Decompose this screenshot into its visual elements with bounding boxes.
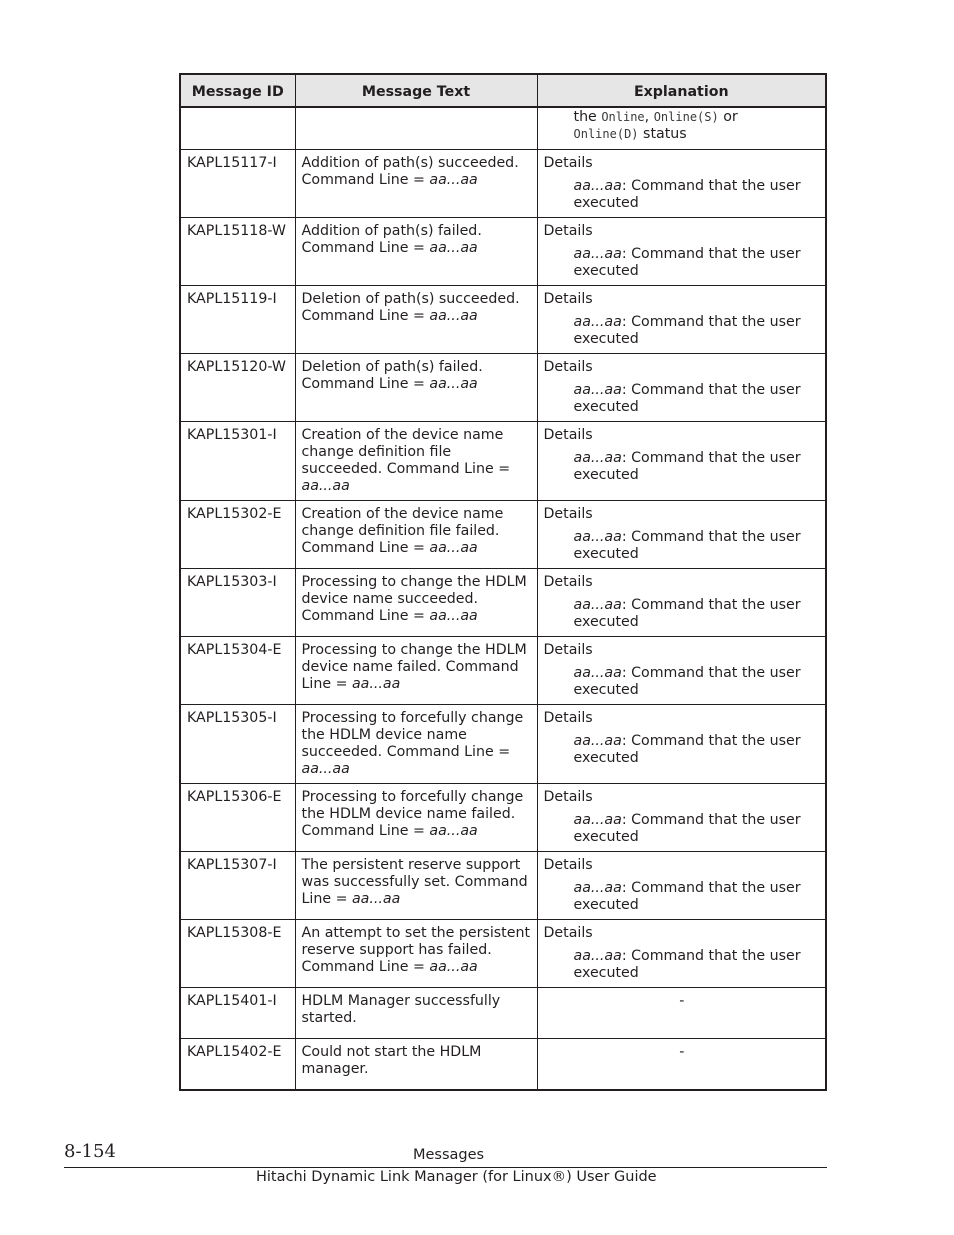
details-body: [544, 178, 821, 212]
details-label: Details: [543, 642, 593, 658]
details-label: Details: [543, 359, 593, 375]
message-text: Processing to forcefully change the HDLM device name failed. Command Line =: [301, 789, 524, 839]
table-header-row: [180, 74, 826, 107]
message-row: [180, 920, 826, 988]
details-variable: aa...aa: [573, 382, 622, 398]
message-row: [180, 705, 826, 784]
explanation-cell: [537, 286, 826, 354]
details-body: [544, 382, 821, 416]
status-code-online-d: Online(D): [573, 127, 639, 141]
message-text: Deletion of path(s) succeeded. Command Line =: [301, 291, 520, 324]
details-variable: aa...aa: [573, 880, 622, 896]
continuation-id-cell: [180, 107, 295, 150]
message-row: [180, 150, 826, 218]
details-description: : Command that the user executed: [573, 529, 801, 562]
message-row: [180, 852, 826, 920]
header-message-id: Message ID: [180, 74, 295, 107]
explanation-cell: [537, 569, 826, 637]
message-id-cell: KAPL15305-I: [180, 705, 295, 784]
details-description: : Command that the user executed: [573, 880, 801, 913]
word-or: or: [723, 109, 738, 125]
message-id-cell: KAPL15118-W: [180, 218, 295, 286]
details-description: : Command that the user executed: [573, 733, 801, 766]
message-text: Addition of path(s) succeeded. Command Line =: [301, 155, 519, 188]
details-label: Details: [543, 574, 593, 590]
message-text: Creation of the device name change definition file failed. Command Line =: [301, 506, 504, 556]
message-text-cell: [295, 705, 537, 784]
word-the: the: [573, 109, 597, 125]
status-code-online: Online: [601, 110, 645, 124]
message-text-cell: [295, 422, 537, 501]
details-label: Details: [543, 506, 593, 522]
header-explanation: Explanation: [537, 74, 826, 107]
page-number: 8-154: [64, 1141, 116, 1162]
details-description: : Command that the user executed: [573, 178, 801, 211]
header-message-text: Message Text: [295, 74, 537, 107]
explanation-cell: [537, 705, 826, 784]
status-code-online-s: Online(S): [653, 110, 719, 124]
details-label: Details: [543, 710, 593, 726]
details-label: Details: [543, 223, 593, 239]
continuation-text-cell: [295, 107, 537, 150]
chapter-title: Messages: [413, 1147, 485, 1163]
details-variable: aa...aa: [573, 314, 622, 330]
message-text: Processing to change the HDLM device name succeeded. Command Line =: [301, 574, 527, 624]
message-text-cell: [295, 784, 537, 852]
details-variable: aa...aa: [573, 178, 622, 194]
message-row: [180, 422, 826, 501]
explanation-cell: [537, 501, 826, 569]
message-variable: aa...aa: [429, 959, 478, 975]
details-body: [544, 812, 821, 846]
message-text: The persistent reserve support was successfully set. Command Line =: [301, 857, 528, 907]
explanation-cell: [537, 920, 826, 988]
details-body: [544, 246, 821, 280]
message-id-cell: KAPL15402-E: [180, 1039, 295, 1091]
details-description: : Command that the user executed: [573, 665, 801, 698]
message-row: [180, 354, 826, 422]
details-body: [544, 314, 821, 348]
details-description: : Command that the user executed: [573, 246, 801, 279]
book-title: Hitachi Dynamic Link Manager (for Linux®) User Guide: [256, 1169, 657, 1185]
message-id-cell: KAPL15117-I: [180, 150, 295, 218]
details-variable: aa...aa: [573, 733, 622, 749]
details-variable: aa...aa: [573, 246, 622, 262]
details-label: Details: [543, 789, 593, 805]
message-id-cell: KAPL15401-I: [180, 988, 295, 1039]
details-variable: aa...aa: [573, 597, 622, 613]
message-id-cell: KAPL15302-E: [180, 501, 295, 569]
word-status: status: [643, 126, 687, 142]
message-text-cell: HDLM Manager successfully started.: [295, 988, 537, 1039]
explanation-cell: [537, 150, 826, 218]
details-description: : Command that the user executed: [573, 382, 801, 415]
details-description: : Command that the user executed: [573, 597, 801, 630]
message-text-cell: [295, 569, 537, 637]
message-id-cell: KAPL15119-I: [180, 286, 295, 354]
message-text: Processing to forcefully change the HDLM device name succeeded. Command Line =: [301, 710, 524, 760]
message-text-cell: [295, 852, 537, 920]
message-row: [180, 501, 826, 569]
message-id-cell: KAPL15308-E: [180, 920, 295, 988]
details-body: [544, 733, 821, 767]
continuation-row: [180, 107, 826, 150]
explanation-cell: [537, 852, 826, 920]
details-label: Details: [543, 925, 593, 941]
message-row: [180, 784, 826, 852]
message-row: [180, 1039, 826, 1091]
explanation-cell: [537, 354, 826, 422]
details-body: [544, 450, 821, 484]
explanation-cell: [537, 422, 826, 501]
details-body: [544, 665, 821, 699]
details-description: : Command that the user executed: [573, 314, 801, 347]
message-id-cell: KAPL15307-I: [180, 852, 295, 920]
explanation-cell: -: [537, 988, 826, 1039]
message-row: [180, 218, 826, 286]
message-row: [180, 569, 826, 637]
footer-rule: [64, 1167, 827, 1168]
messages-table: [179, 73, 827, 1091]
message-row: [180, 637, 826, 705]
details-description: : Command that the user executed: [573, 450, 801, 483]
message-text-cell: [295, 218, 537, 286]
message-id-cell: KAPL15304-E: [180, 637, 295, 705]
details-label: Details: [543, 427, 593, 443]
details-label: Details: [543, 291, 593, 307]
message-id-cell: KAPL15120-W: [180, 354, 295, 422]
details-variable: aa...aa: [573, 948, 622, 964]
message-text: An attempt to set the persistent reserve support has failed. Command Line =: [301, 925, 531, 975]
message-text-cell: [295, 354, 537, 422]
message-variable: aa...aa: [429, 540, 478, 556]
message-id-cell: KAPL15301-I: [180, 422, 295, 501]
message-text: Deletion of path(s) failed. Command Line =: [301, 359, 483, 392]
message-text-cell: [295, 150, 537, 218]
message-text-cell: Could not start the HDLM manager.: [295, 1039, 537, 1091]
message-id-cell: KAPL15303-I: [180, 569, 295, 637]
explanation-cell: [537, 218, 826, 286]
message-variable: aa...aa: [351, 676, 401, 692]
message-variable: aa...aa: [351, 891, 401, 907]
explanation-cell: [537, 637, 826, 705]
message-row: [180, 286, 826, 354]
message-variable: aa...aa: [429, 608, 478, 624]
explanation-cell: -: [537, 1039, 826, 1091]
details-variable: aa...aa: [573, 665, 622, 681]
message-text-cell: [295, 920, 537, 988]
message-text: Processing to change the HDLM device name failed. Command Line =: [301, 642, 527, 692]
details-variable: aa...aa: [573, 529, 622, 545]
details-label: Details: [543, 155, 593, 171]
message-variable: aa...aa: [429, 376, 478, 392]
details-description: : Command that the user executed: [573, 812, 801, 845]
message-text: Addition of path(s) failed. Command Line =: [301, 223, 482, 256]
message-variable: aa...aa: [429, 308, 478, 324]
message-text-cell: [295, 637, 537, 705]
message-variable: aa...aa: [429, 240, 478, 256]
message-variable: aa...aa: [301, 761, 350, 777]
message-variable: aa...aa: [429, 823, 478, 839]
continuation-explanation-cell: [537, 107, 826, 150]
comma: ,: [644, 109, 650, 125]
details-body: [544, 529, 821, 563]
details-variable: aa...aa: [573, 450, 622, 466]
details-body: [544, 948, 821, 982]
message-variable: aa...aa: [429, 172, 478, 188]
details-body: [544, 597, 821, 631]
details-label: Details: [543, 857, 593, 873]
message-text-cell: [295, 501, 537, 569]
details-description: : Command that the user executed: [573, 948, 801, 981]
message-row: [180, 988, 826, 1039]
message-text-cell: [295, 286, 537, 354]
message-id-cell: KAPL15306-E: [180, 784, 295, 852]
details-body: [544, 880, 821, 914]
message-variable: aa...aa: [301, 478, 350, 494]
details-variable: aa...aa: [573, 812, 622, 828]
explanation-cell: [537, 784, 826, 852]
message-text: Creation of the device name change definition file succeeded. Command Line =: [301, 427, 511, 477]
